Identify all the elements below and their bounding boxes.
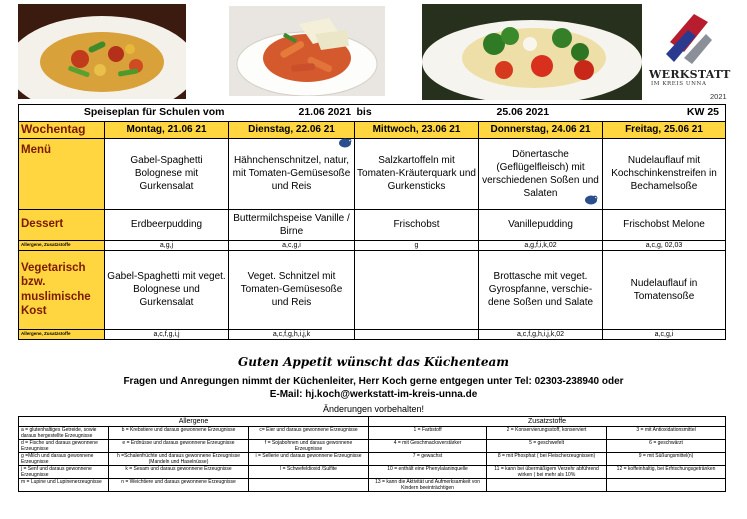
veg-allergens-thursday: a,c,f,g,h,i,j,k,02	[479, 329, 603, 339]
menu-allergens-monday: a,g,j	[105, 240, 229, 250]
legend-header-row	[19, 417, 726, 427]
plan-title: Speiseplan für Schulen vom	[19, 105, 229, 122]
legend-cell: 5 = geschwefelt	[487, 440, 607, 453]
menu-row	[19, 138, 726, 209]
legend-cell: 8 = mit Phosphat ( bei Fleischerzeugnissen)	[487, 453, 607, 466]
legend-row	[19, 479, 726, 492]
spaghetti-tomato-broccoli-photo	[422, 4, 642, 100]
menu-wednesday-text: Salzkartoffeln mit Tomaten-Kräuterquark und Gurkensticks	[357, 155, 476, 193]
legend-cell: m = Lupine und Lupinenerzeugnisse	[19, 479, 109, 492]
bis-label: bis	[355, 105, 479, 122]
day-thursday: Donnerstag, 24.06 21	[479, 122, 603, 139]
legend-cell: g =Milch und daraus gewonnene Erzeugnisse	[19, 453, 109, 466]
allergens-label: Allergene, Zusatzstoffe	[19, 240, 105, 250]
legend-row	[19, 427, 726, 440]
menu-wednesday	[355, 138, 479, 209]
vegetable-pasta-photo	[18, 4, 186, 99]
appetit-greeting: Guten Appetit wünscht das Küchenteam	[238, 355, 509, 369]
veg-tuesday: Veget. Schnitzel mit Tomaten-Gemüsesoße und Reis	[229, 250, 355, 329]
dessert-row	[19, 209, 726, 240]
penne-parmesan-photo	[229, 6, 385, 96]
dessert-thursday: Vanillepudding	[479, 209, 603, 240]
werkstatt-logo	[646, 12, 742, 104]
legend-cell	[487, 479, 607, 492]
legend-cell: 4 = mit Geschmacksverstärker	[369, 440, 487, 453]
veg-friday: Nudelauflauf in Tomatensoße	[603, 250, 726, 329]
dessert-friday: Frischobst Melone	[603, 209, 726, 240]
legend-cell	[607, 479, 726, 492]
legend-cell: i = Sellerie und daraus gewonnene Erzeugnisse	[249, 453, 369, 466]
menu-friday-text: Nudelauflauf mit Kochschinkenstreifen in Bechamelsoße	[611, 155, 717, 193]
legend-cell: 7 = gewachst	[369, 453, 487, 466]
legend-cell: 2 = Konservierungsstoff, konserviert	[487, 427, 607, 440]
menu-monday-text: Gabel-Spaghetti Bolognese mit Gurkensalat	[130, 155, 203, 193]
legend-cell: c= Eier und daraus gewonnene Erzeugnisse	[249, 427, 369, 440]
legend-cell: b = Krebstiere und daraus gewonnene Erzeugnisse	[109, 427, 249, 440]
legend-table	[18, 416, 726, 492]
dessert-tuesday: Buttermilchspeise Vanille / Birne	[229, 209, 355, 240]
chicken-icon	[338, 137, 352, 148]
menu-friday	[603, 138, 726, 209]
allergene-header: Allergene	[19, 417, 369, 427]
menu-allergens-tuesday: a,c,g,i	[229, 240, 355, 250]
legend-cell: a = glutenhaltiges Getreide, sowie daraus hergestellte Erzeugnisse	[19, 427, 109, 440]
vegetarian-row	[19, 250, 726, 329]
legend-cell: k = Sesam und daraus gewonnene Erzeugnisse	[109, 466, 249, 479]
legend-cell: 9 = mit Süßungsmittel(n)	[607, 453, 726, 466]
legend-cell: n = Weichtiere und daraus gewonnene Erzeugnisse	[109, 479, 249, 492]
veg-allergens-label: Allergene, Zusatzstoffe	[19, 329, 105, 339]
menu-tuesday-text: Hähnchenschnitzel, natur, mit Tomaten-Gemüsesoße und Reis	[232, 155, 351, 193]
date-from: 21.06 2021	[229, 105, 355, 122]
menu-table	[18, 104, 726, 340]
day-friday: Freitag, 25.06 21	[603, 122, 726, 139]
veg-allergens-wednesday	[355, 329, 479, 339]
contact-email: E-Mail: hj.koch@werkstatt-im-kreis-unna.de	[269, 389, 478, 400]
day-wednesday: Mittwoch, 23.06 21	[355, 122, 479, 139]
dessert-wednesday: Frischobst	[355, 209, 479, 240]
chicken-icon	[584, 194, 598, 205]
veg-allergens-friday: a,c,g,i	[603, 329, 726, 339]
legend-cell: 10 = enthält eine Phenylalaninquelle	[369, 466, 487, 479]
legend-cell: 13 = kann die Aktivität und Aufmerksamkeit von Kindern beeinträchtigen	[369, 479, 487, 492]
zusatzstoffe-header: Zusatzstoffe	[369, 417, 726, 427]
legend-cell: 1 = Farbstoff	[369, 427, 487, 440]
veg-wednesday	[355, 250, 479, 329]
legend-cell: e = Erdnüsse und daraus gewonnene Erzeugnisse	[109, 440, 249, 453]
legend-cell: 12 = koffeinhaltig, bei Erfrischungsgetränken	[607, 466, 726, 479]
day-monday: Montag, 21.06 21	[105, 122, 229, 139]
legend-cell: 11 = kann bei übermäßigem Verzehr abführend wirken ( bei mehr als 10%	[487, 466, 607, 479]
legend-cell: f = Sojabohnen und daraus gewonnene Erzeugnisse	[249, 440, 369, 453]
veg-monday: Gabel-Spaghetti mit veget. Bolognese und Gurkensalat	[105, 250, 229, 329]
dessert-label: Dessert	[19, 209, 105, 240]
header-row	[19, 105, 726, 122]
menu-allergens-thursday: a,g,f,i,k,02	[479, 240, 603, 250]
menu-monday	[105, 138, 229, 209]
veg-allergens-row	[19, 329, 726, 339]
changes-notice: Änderungen vorbehalten!	[322, 404, 425, 414]
veg-thursday: Brottasche mit veget. Gyrospfanne, verschie-dene Soßen und Salate	[479, 250, 603, 329]
menu-label: Menü	[19, 138, 105, 209]
logo-name: WERKSTATT	[649, 68, 731, 81]
menu-thursday	[479, 138, 603, 209]
menu-tuesday	[229, 138, 355, 209]
legend-cell: d = Fische und daraus gewonnene Erzeugnisse	[19, 440, 109, 453]
weekday-row	[19, 122, 726, 139]
legend-cell: l = Schwefeldioxid /Sulfite	[249, 466, 369, 479]
legend-row	[19, 453, 726, 466]
legend-cell: j = Senf und daraus gewonnene Erzeugnisse	[19, 466, 109, 479]
menu-thursday-text: Dönertasche (Geflügelfleisch) mit verschiedenen Soßen und Salaten	[482, 148, 599, 199]
legend-cell: 6 = geschwärzt	[607, 440, 726, 453]
legend-cell	[249, 479, 369, 492]
veg-allergens-monday: a,c,f,g,i,j	[105, 329, 229, 339]
contact-text: Fragen und Anregungen nimmt der Küchenleiter, Herr Koch gerne entgegen unter Tel: 02303-238940 oder	[123, 376, 624, 387]
legend-cell: h =Schalenfrüchte und daraus gewonnene Erzeugnisse (Mandeln und Haselnüsse)	[109, 453, 249, 466]
week-number: KW 25	[603, 105, 726, 122]
menu-allergens-wednesday: g	[355, 240, 479, 250]
vegetarian-label: Vegetarisch bzw. muslimische Kost	[19, 250, 105, 329]
legend-row	[19, 466, 726, 479]
menu-allergens-friday: a,c,g, 02,03	[603, 240, 726, 250]
legend-row	[19, 440, 726, 453]
veg-allergens-tuesday: a,c,f,g,h,i,j,k	[229, 329, 355, 339]
legend-cell: 3 = mit Antioxidationsmittel	[607, 427, 726, 440]
date-to: 25.06 2021	[479, 105, 603, 122]
day-tuesday: Dienstag, 22.06 21	[229, 122, 355, 139]
logo-year: 2021	[710, 92, 727, 101]
menu-allergens-row	[19, 240, 726, 250]
weekday-label: Wochentag	[19, 122, 105, 139]
logo-subtitle: IM KREIS UNNA	[651, 81, 707, 87]
dessert-monday: Erdbeerpudding	[105, 209, 229, 240]
